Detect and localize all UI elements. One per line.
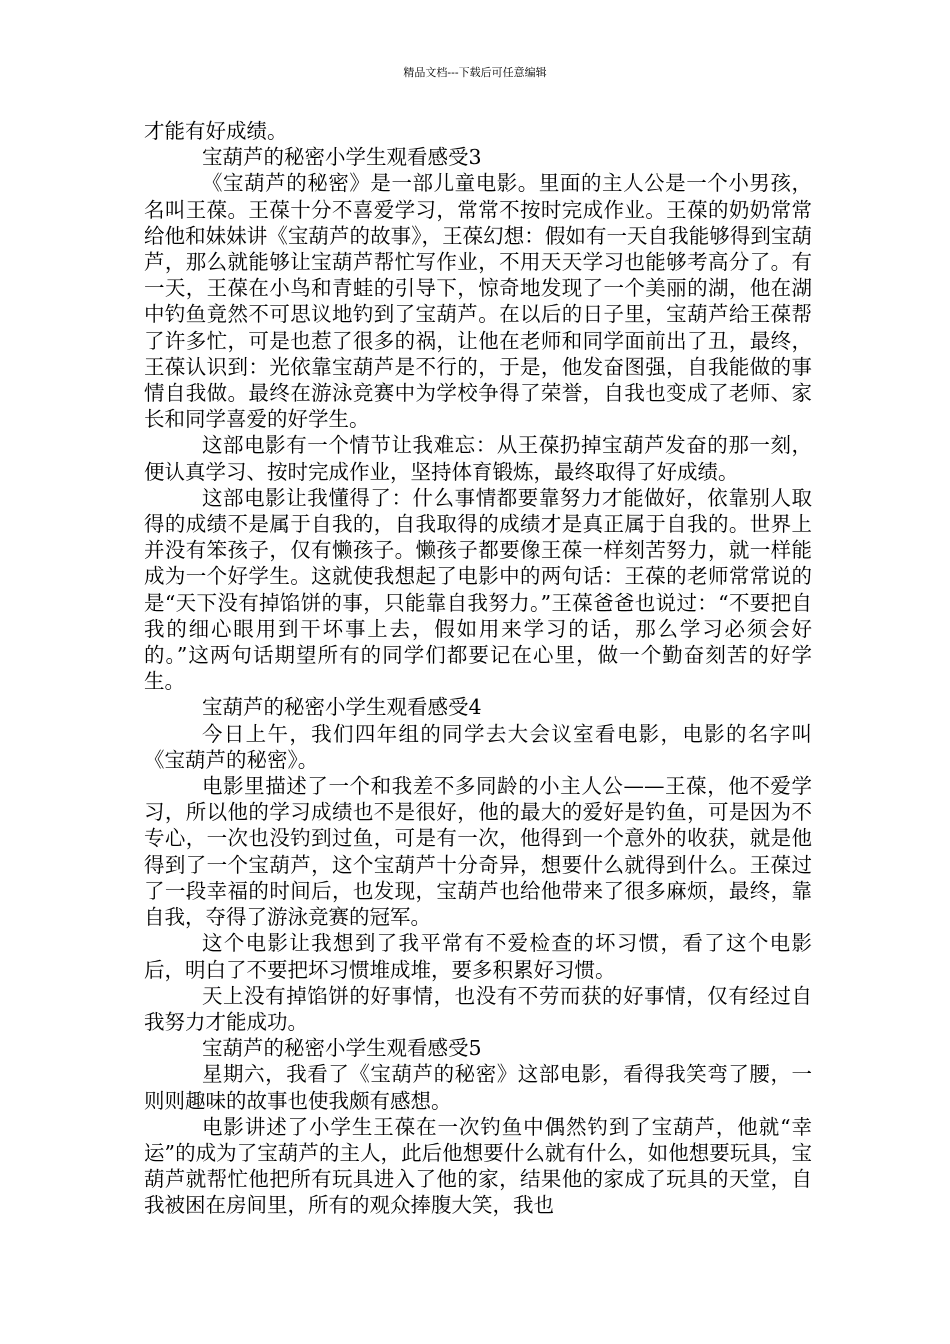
paragraph: 今日上午，我们四年组的同学去大会议室看电影，电影的名字叫《宝葫芦的秘密》。 bbox=[144, 721, 812, 772]
paragraph: 电影里描述了一个和我差不多同龄的小主人公——王葆，他不爱学习，所以他的学习成绩也不是很好，他的最大的爱好是钓鱼，可是因为不专心，一次也没钓到过鱼，可是有一次，他得到一个意外的收获，就是他得到了一个宝葫芦，这个宝葫芦十分奇异，想要什么就得到什么。王葆过了一段幸福的时间后，也发现，宝葫芦也给他带来了很多麻烦，最终，靠自我，夺得了游泳竞赛的冠军。 bbox=[144, 774, 812, 930]
paragraph: 才能有好成绩。 bbox=[144, 119, 288, 143]
paragraph: 这部电影有一个情节让我难忘：从王葆扔掉宝葫芦发奋的那一刻，便认真学习、按时完成作业，坚持体育锻炼，最终取得了好成绩。 bbox=[144, 433, 812, 484]
section-heading: 宝葫芦的秘密小学生观看感受3 bbox=[202, 145, 482, 170]
paragraph: 这部电影让我懂得了：什么事情都要靠努力才能做好，依靠别人取得的成绩不是属于自我的，自我取得的成绩才是真正属于自我的。世界上并没有笨孩子，仅有懒孩子。懒孩子都要像王葆一样刻苦努力，就一样能成为一个好学生。这就使我想起了电影中的两句话：王葆的老师常常说的是“天下没有掉馅饼的事，只能靠自我努力。”王葆爸爸也说过：“不要把自我的细心眼用到干坏事上去，假如用来学习的话，那么学习必须会好的。”这两句话期望所有的同学们都要记在心里，做一个勤奋刻苦的好学生。 bbox=[144, 485, 812, 694]
paragraph: 星期六，我看了《宝葫芦的秘密》这部电影，看得我笑弯了腰，一则则趣味的故事也使我颇有感想。 bbox=[144, 1062, 812, 1113]
document-body bbox=[144, 118, 812, 1219]
paragraph: 《宝葫芦的秘密》是一部儿童电影。里面的主人公是一个小男孩，名叫王葆。王葆十分不喜爱学习，常常不按时完成作业。王葆的奶奶常常给他和妹妹讲《宝葫芦的故事》，王葆幻想：假如有一天自我能够得到宝葫芦，那么就能够让宝葫芦帮忙写作业，不用天天学习也能够考高分了。有一天，王葆在小鸟和青蛙的引导下，惊奇地发现了一个美丽的湖，他在湖中钓鱼竟然不可思议地钓到了宝葫芦。在以后的日子里，宝葫芦给王葆帮了许多忙，可是也惹了很多的祸，让他在老师和同学面前出了丑，最终，王葆认识到：光依靠宝葫芦是不行的，于是，他发奋图强，自我能做的事情自我做。最终在游泳竞赛中为学校争得了荣誉，自我也变成了老师、家长和同学喜爱的好学生。 bbox=[144, 171, 812, 432]
paragraph: 天上没有掉馅饼的好事情，也没有不劳而获的好事情，仅有经过自我努力才能成功。 bbox=[144, 983, 812, 1034]
paragraph: 这个电影让我想到了我平常有不爱检查的坏习惯，看了这个电影后，明白了不要把坏习惯堆成堆，要多积累好习惯。 bbox=[144, 931, 812, 982]
paragraph: 电影讲述了小学生王葆在一次钓鱼中偶然钓到了宝葫芦，他就“幸运”的成为了宝葫芦的主人，此后他想要什么就有什么，如他想要玩具，宝葫芦就帮忙他把所有玩具进入了他的家，结果他的家成了玩具的天堂，自我被困在房间里，所有的观众捧腹大笑，我也 bbox=[144, 1114, 812, 1218]
section-heading: 宝葫芦的秘密小学生观看感受5 bbox=[202, 1036, 482, 1061]
page-header: 精品文档---下载后可任意编辑 bbox=[403, 66, 547, 79]
section-heading: 宝葫芦的秘密小学生观看感受4 bbox=[202, 695, 482, 720]
